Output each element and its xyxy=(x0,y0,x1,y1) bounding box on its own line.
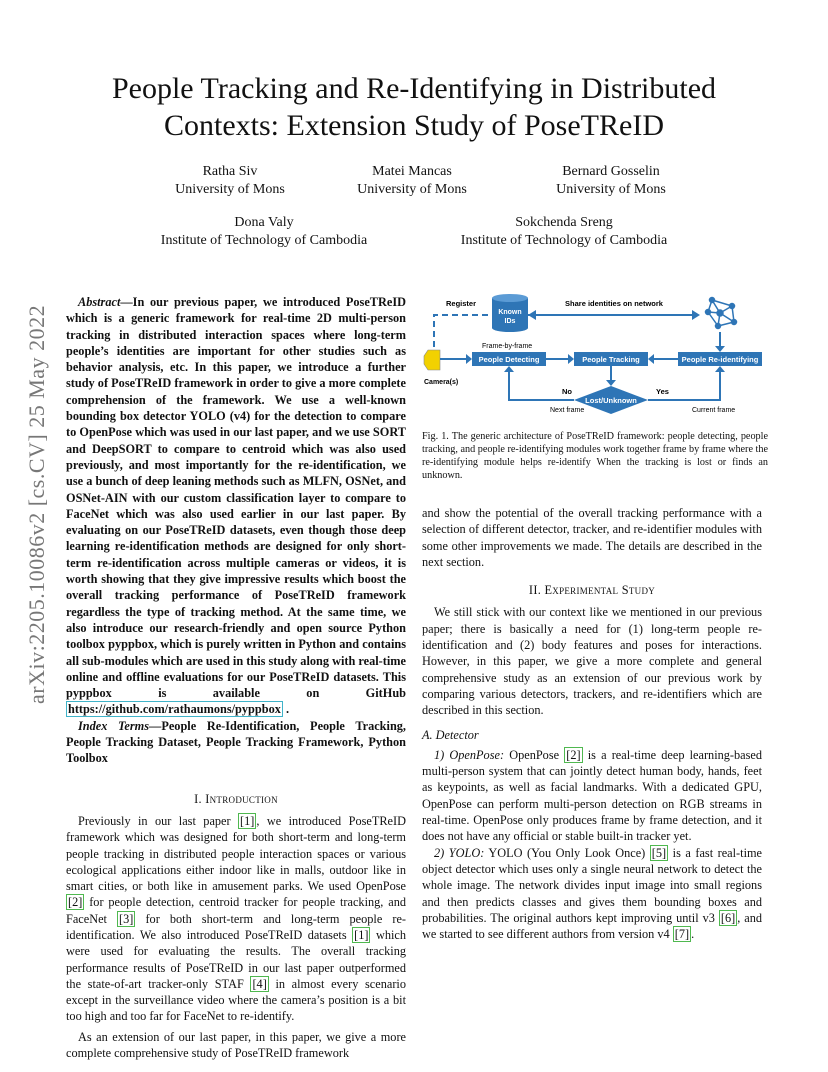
share-arrowhead-right xyxy=(692,310,700,320)
author-affiliation: University of Mons xyxy=(175,182,285,197)
detect-track-arrowhead xyxy=(568,354,574,364)
share-arrowhead-left xyxy=(528,310,536,320)
author-name: Ratha Siv xyxy=(202,164,258,179)
right-column xyxy=(422,505,762,942)
register-label: Register xyxy=(446,299,477,308)
people-detecting-label: People Detecting xyxy=(478,355,540,364)
text: is a real-time deep learning-based multi-person system that can jointly detect human body, hands, feet as keypoints, as well as facial landmarks. With a dedicated GPU, OpenPose can perform multi-person detection on RGB streams in real-time. OpenPose only produces frame by frame detection, and it does not have any official or stable built-in tracker yet. xyxy=(422,747,763,844)
subsection-heading-detector: A. Detector xyxy=(422,727,479,742)
section-heading-introduction: I. Introduction xyxy=(194,791,278,806)
reid-track-arrowhead xyxy=(648,354,654,364)
frame-by-frame-label: Frame-by-frame xyxy=(482,343,533,350)
citation-link[interactable]: [4] xyxy=(252,976,267,991)
author-4 xyxy=(144,214,384,250)
abstract-label: Abstract xyxy=(78,295,121,309)
author-name: Dona Valy xyxy=(234,215,294,230)
author-affiliation: University of Mons xyxy=(556,182,666,197)
people-reid-label: People Re-identifying xyxy=(681,355,759,364)
yolo-label: 2) YOLO: xyxy=(434,845,485,860)
text: Previously in our last paper xyxy=(78,813,239,828)
architecture-diagram xyxy=(422,292,768,422)
author-name: Matei Mancas xyxy=(372,164,452,179)
known-ids-label-2: IDs xyxy=(504,318,516,325)
text: which were used for evaluating the results. The overall tracking performance results of PoseTReID in our last paper outperformed the state-of-art tracker-only STAF xyxy=(66,927,406,991)
network-down-arrowhead xyxy=(715,346,725,352)
author-2 xyxy=(312,163,512,199)
text: , and we started to see different authors from version v4 xyxy=(422,910,762,942)
text: in almost every scenario except in the surveillance video where the camera’s position is a bit too high and too far for FaceNet to re-identify. xyxy=(66,976,406,1024)
title-line-1: People Tracking and Re-Identifying in Distributed xyxy=(111,72,717,105)
text: OpenPose xyxy=(504,747,565,762)
intro-paragraph-1 xyxy=(66,813,406,1025)
intro-paragraph-2: As an extension of our last paper, in this paper, we give a more complete comprehensive study of PoseTReID framework xyxy=(66,1029,406,1061)
title-line-2: Contexts: Extension Study of PoseTReID xyxy=(164,109,664,142)
camera-icon xyxy=(424,350,440,370)
share-label: Share identities on network xyxy=(565,299,663,308)
paper-title xyxy=(60,70,768,144)
current-frame-label: Current frame xyxy=(692,407,736,414)
citation-link[interactable]: [7] xyxy=(674,927,690,942)
github-link[interactable]: https://github.com/rathaumons/pyppbox xyxy=(68,702,281,717)
text: is a fast real-time object detector which uses only a single neural network to detect the whole image. The network divides input image into small regions and then predicts classes and gives them bounding boxes and probabilities. The original authors kept improving until v3 xyxy=(422,845,763,925)
no-label: No xyxy=(562,387,572,396)
track-down-arrowhead xyxy=(606,380,616,386)
known-ids-label-1: Known xyxy=(498,309,522,316)
yolo-paragraph xyxy=(422,845,762,943)
arxiv-identifier: arXiv:2205.10086v2 [cs.CV] 25 May 2022 xyxy=(24,304,49,704)
text: for both short-term and long-term people re-identification. We also introduced PoseTReID datasets xyxy=(66,911,406,942)
left-column xyxy=(66,294,406,1061)
text: . xyxy=(691,927,695,942)
author-name: Sokchenda Sreng xyxy=(515,215,613,230)
right-paragraph-1: and show the potential of the overall tracking performance with a selection of different detector, tracker, and re-identifier modules with some other improvements we made. The details are described in the next section. xyxy=(422,506,762,569)
author-name: Bernard Gosselin xyxy=(562,164,660,179)
citation-link[interactable]: [1] xyxy=(240,813,255,828)
text: YOLO (You Only Look Once) xyxy=(484,845,650,860)
author-1 xyxy=(130,163,330,199)
camera-arrowhead xyxy=(466,354,472,364)
database-top xyxy=(492,294,528,302)
next-frame-label: Next frame xyxy=(550,407,585,414)
index-terms-body: —People Re-Identification, People Tracking, People Tracking Dataset, People Tracking Framework, Python Toolbox xyxy=(66,718,406,766)
network-icon xyxy=(706,298,737,329)
citation-link[interactable]: [3] xyxy=(119,911,134,926)
author-affiliation: University of Mons xyxy=(357,182,467,197)
section-heading-experimental-study: II. Experimental Study xyxy=(528,583,656,598)
index-terms-label: Index Terms xyxy=(78,718,150,733)
database-bottom xyxy=(492,324,528,332)
author-affiliation: Institute of Technology of Cambodia xyxy=(460,233,668,248)
text: for people detection, centroid tracker for people tracking, and FaceNet xyxy=(66,895,406,926)
citation-link[interactable]: [6] xyxy=(720,910,736,925)
exp-paragraph-1: We still stick with our context like we mentioned in our previous paper; there is basically a need for (1) long-term people re-identification and (2) body features and poses for interactions. However, in this paper, we give a more complete and general comprehensive study as an extension of our previous work by comparing various detectors, trackers, and re-identifiers which are described in this section. xyxy=(422,605,762,718)
people-tracking-label: People Tracking xyxy=(582,355,640,364)
index-terms xyxy=(66,718,406,767)
yes-path-arrowhead xyxy=(715,366,725,372)
no-path-arrowhead xyxy=(504,366,514,372)
author-3 xyxy=(511,163,711,199)
abstract-body: —In our previous paper, we introduced PoseTReID which is a generic framework for real-time 2D multi-person tracking in distributed interaction spaces where long-term people’s identities are important for other studies such as behavior analysis, etc. In this paper, we introduce a further study of PoseTReID framework in order to give a more complete comprehension of the framework. We use a well-known bounding box detector YOLO (v4) for the detection to compare to OpenPose which was used in our last paper, and we use SORT and DeepSORT to compare to centroid which was also used previously, and most importantly for the re-identification, we use a bunch of deep leaning methods such as MLFN, OSNet, and OSNet-AIN with our custom classification layer to compare to FaceNet which was also used earlier in our last paper. By evaluating on our PoseTReID datasets, even though those deep learning re-identification methods are designed for only short-term re-identification across multiple cameras or videos, it is worth showing that they give impressive results which boost the overall tracking performance of PoseTReID framework regardless the type of tracking method. At the same time, we also introduce our research-friendly and open source Python toolbox pyppbox, which is purely written in Python and contains all sub-modules which are used in this study along with real-time online and offline evaluations for our PoseTReID datasets. This pyppbox is available on GitHub xyxy=(66,295,406,701)
figure-1 xyxy=(422,292,768,422)
figure-caption: Fig. 1. The generic architecture of PoseTReID framework: people detecting, people tracking, and people re-identifying modules work together frame by frame where the re-identifying module helps re-identify When the tracking is lost or finds an unknown. xyxy=(422,431,768,481)
abstract-end: . xyxy=(282,702,290,717)
openpose-paragraph xyxy=(422,747,762,845)
citation-link[interactable]: [5] xyxy=(651,845,667,860)
author-affiliation: Institute of Technology of Cambodia xyxy=(160,233,368,248)
lost-unknown-label: Lost/Unknown xyxy=(585,396,637,405)
yes-label: Yes xyxy=(656,387,669,396)
cameras-label: Camera(s) xyxy=(424,379,459,386)
citation-link[interactable]: [1] xyxy=(354,927,369,942)
author-5 xyxy=(444,214,684,250)
abstract xyxy=(66,294,406,718)
citation-link[interactable]: [2] xyxy=(566,747,581,762)
text: , we introduced PoseTReID framework which was designed for both short-term and long-term people tracking in distributed people interaction spaces or various ecological applications either indoor like in malls, outdoor like in smart cities, or both like in amusement parks. We used OpenPose xyxy=(66,813,406,894)
citation-link[interactable]: [2] xyxy=(68,895,83,910)
openpose-label: 1) OpenPose: xyxy=(434,747,505,762)
